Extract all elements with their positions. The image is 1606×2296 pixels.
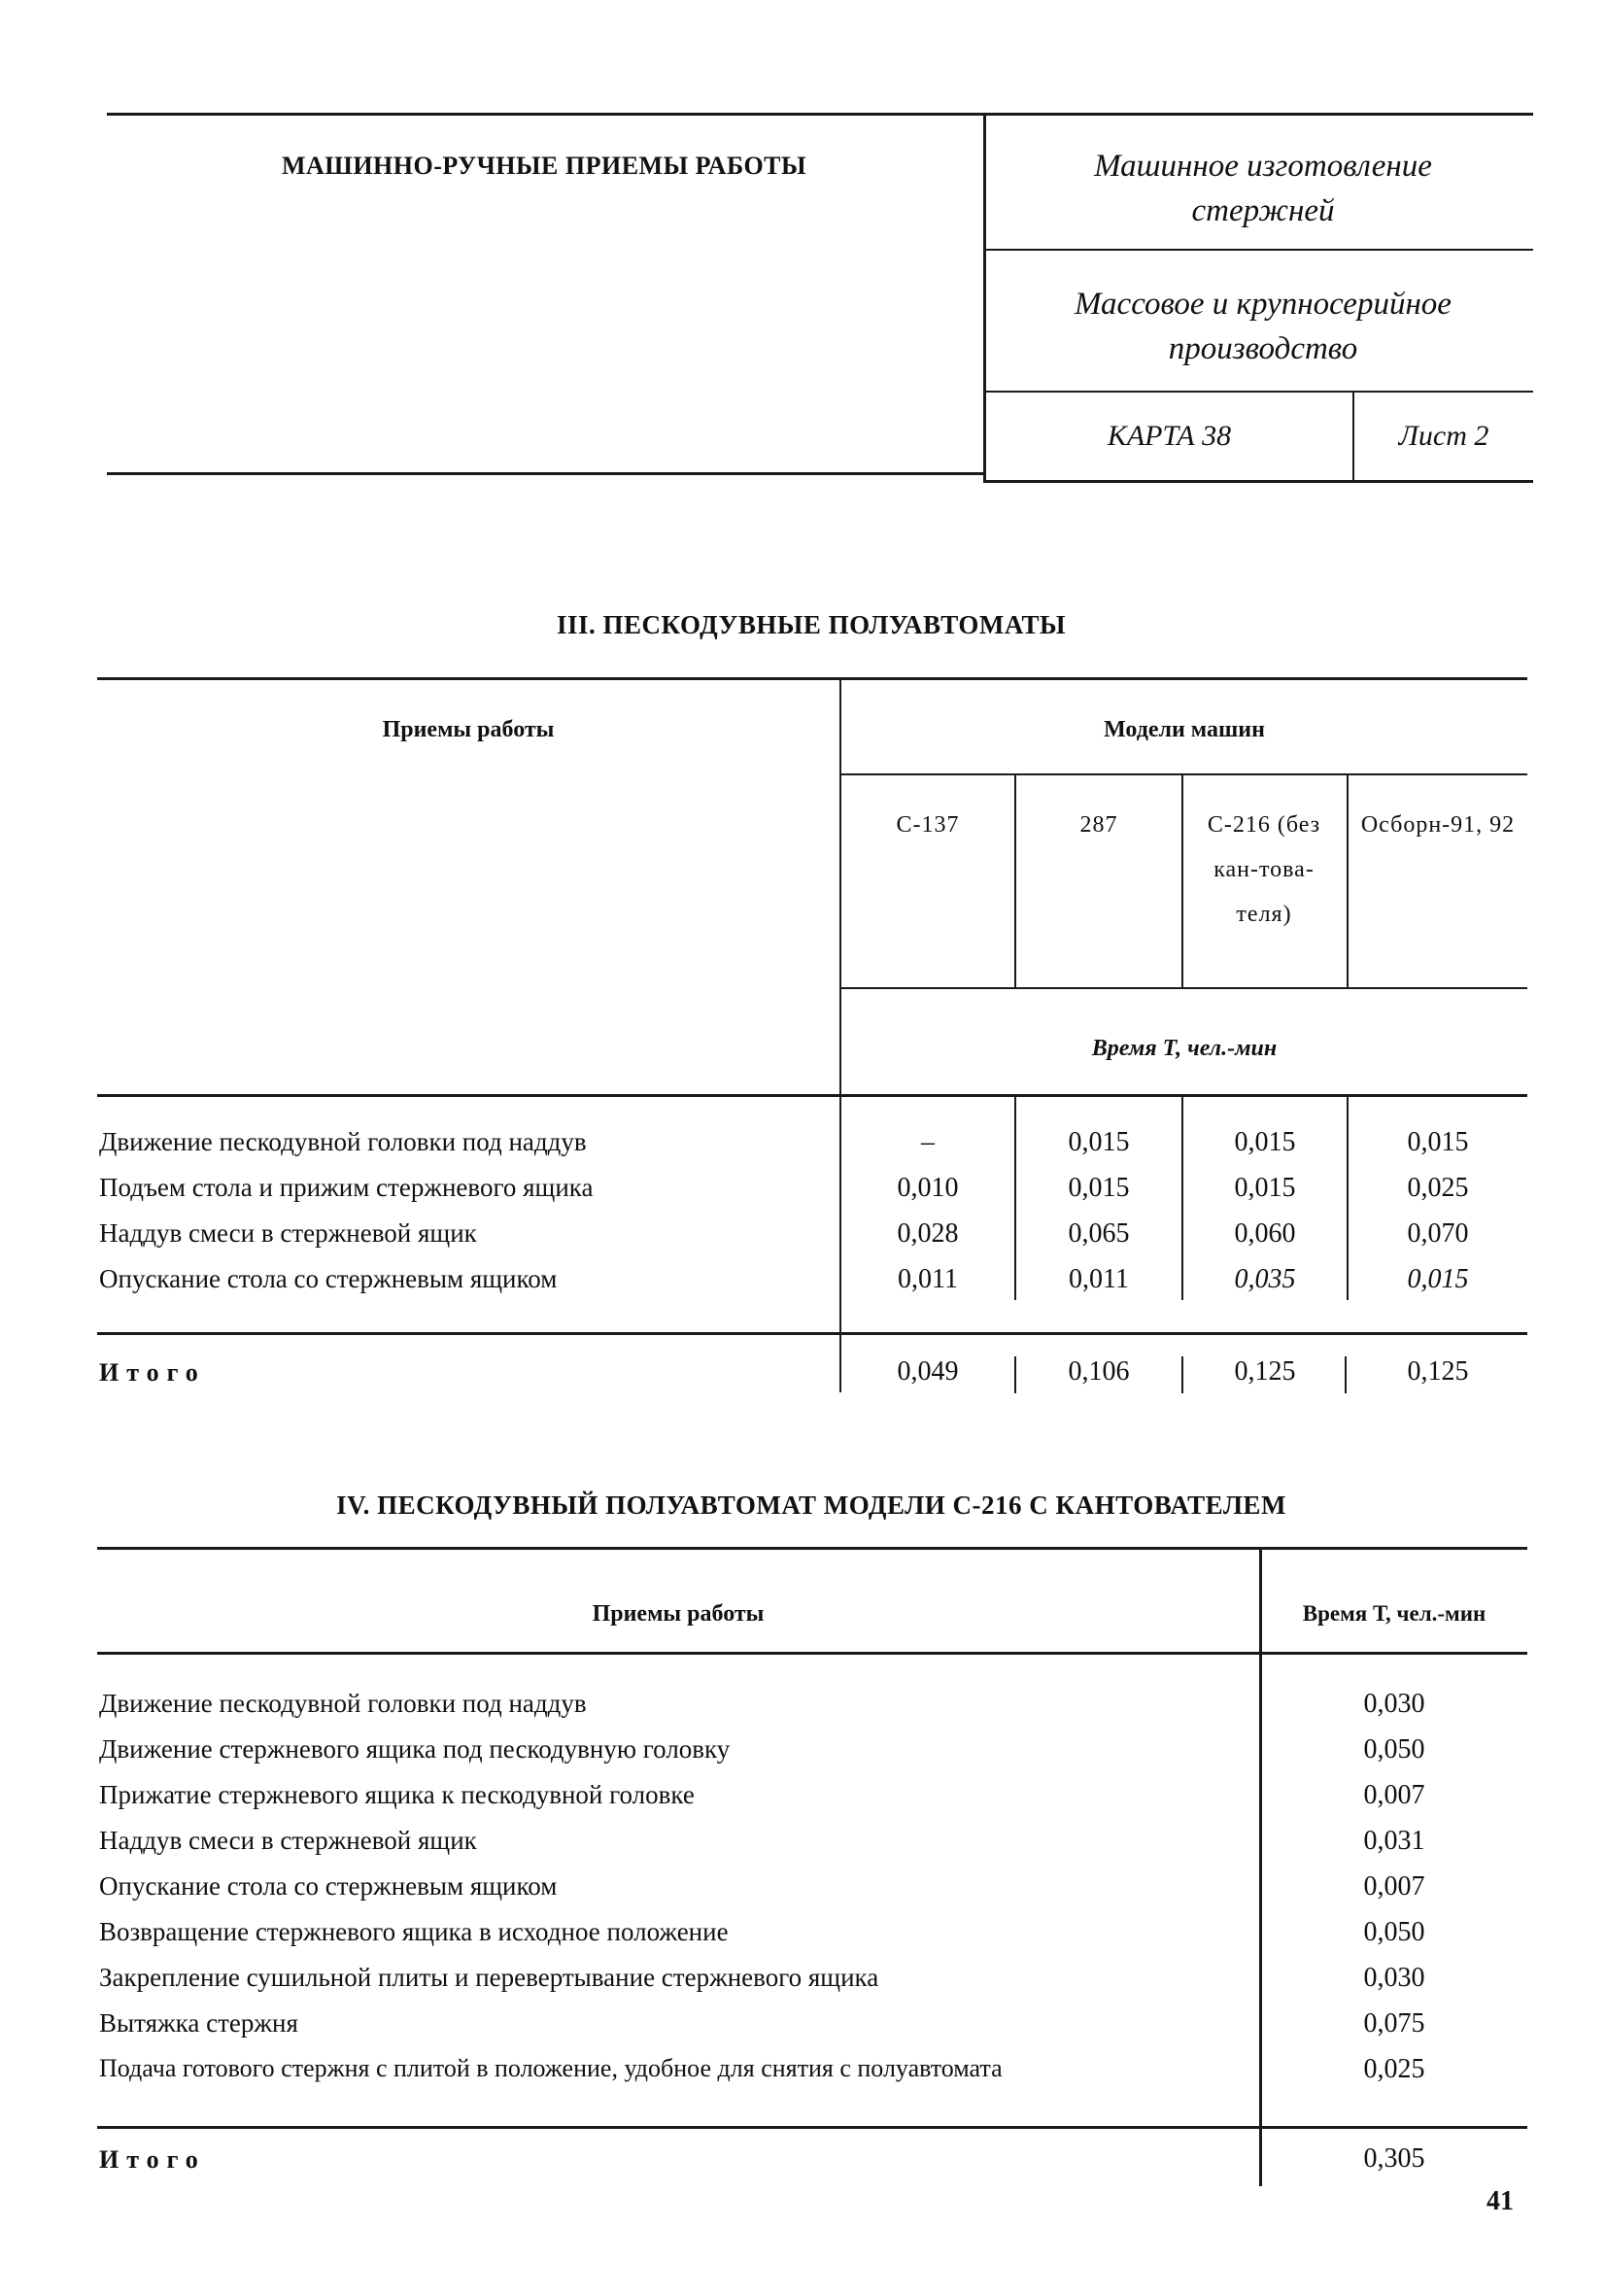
s4-row-4-label: Наддув смеси в стержневой ящик <box>99 1826 477 1855</box>
s4-row-8-value: 0,075 <box>1363 2008 1425 2039</box>
header-bottom-rule-right <box>983 480 1533 483</box>
s4-row-3-value: 0,007 <box>1363 1780 1425 1810</box>
s4-row-8-label: Вытяжка стержня <box>99 2008 298 2038</box>
header-right-line2: Массовое и крупносерийное производство <box>1075 287 1452 366</box>
s4-row-3-label: Прижатие стержневого ящика к пескодувной головке <box>99 1780 695 1809</box>
header-card: КАРТА 38 <box>1107 420 1232 452</box>
s3-row-4-v3: 0,035 <box>1234 1264 1296 1294</box>
s3-row-1-v1: – <box>921 1127 935 1157</box>
s3-col-models-header: Модели машин <box>1104 717 1265 742</box>
s4-row-6-label: Возвращение стержневого ящика в исходное положение <box>99 1917 729 1946</box>
s4-total-value: 0,305 <box>1363 2143 1425 2174</box>
s3-row-4-label: Опускание стола со стержневым ящиком <box>99 1264 558 1293</box>
s3-row-3-label: Наддув смеси в стержневой ящик <box>99 1218 477 1248</box>
s4-row-2-value: 0,050 <box>1363 1734 1425 1765</box>
s4-total-label: Итого <box>99 2145 206 2174</box>
s4-row-1-label: Движение пескодувной головки под наддув <box>99 1689 587 1718</box>
s3-model-2: 287 <box>1079 812 1118 838</box>
s4-row-5-label: Опускание стола со стержневым ящиком <box>99 1871 558 1901</box>
s3-col-ops-header: Приемы работы <box>382 717 555 742</box>
s4-row-9-value: 0,025 <box>1363 2054 1425 2084</box>
s4-top-rule <box>97 1547 1527 1550</box>
s3-row-1-v3: 0,015 <box>1234 1127 1296 1157</box>
header-right-line1: Машинное изготовление стержней <box>1094 149 1432 228</box>
s4-row-1-value: 0,030 <box>1363 1689 1425 1719</box>
s3-models-rule <box>839 773 1527 775</box>
s3-row-2-v2: 0,015 <box>1068 1173 1130 1203</box>
s4-row-4-value: 0,031 <box>1363 1826 1425 1856</box>
s4-row-5-value: 0,007 <box>1363 1871 1425 1902</box>
header-top-rule <box>107 113 1533 116</box>
s3-row-3-v1: 0,028 <box>897 1218 959 1249</box>
s3-row-3-v2: 0,065 <box>1068 1218 1130 1249</box>
s3-row-3-v3: 0,060 <box>1234 1218 1296 1249</box>
s4-row-7-label: Закрепление сушильной плиты и перевертывание стержневого ящика <box>99 1963 879 1992</box>
s4-row-6-value: 0,050 <box>1363 1917 1425 1947</box>
page-number: 41 <box>1486 2186 1514 2216</box>
s4-row-7-value: 0,030 <box>1363 1963 1425 1993</box>
s3-total-rule <box>97 1332 1527 1335</box>
s3-top-rule <box>97 677 1527 680</box>
s3-row-4-v2: 0,011 <box>1069 1264 1129 1294</box>
s3-row-4-v4: 0,015 <box>1407 1264 1469 1294</box>
s3-model-4: Осборн-91, 92 <box>1360 812 1516 838</box>
s3-row-2-v3: 0,015 <box>1234 1173 1296 1203</box>
s3-row-2-label: Подъем стола и прижим стержневого ящика <box>99 1173 594 1202</box>
s4-header-bottom-rule <box>97 1652 1527 1655</box>
s4-divider <box>1259 1547 1262 2186</box>
s3-row-1-label: Движение пескодувной головки под наддув <box>99 1127 587 1156</box>
s3-row-3-v4: 0,070 <box>1407 1218 1469 1249</box>
header-bottom-rule-left <box>107 472 985 475</box>
s3-row-2-v4: 0,025 <box>1407 1173 1469 1203</box>
s3-total-v4: 0,125 <box>1407 1356 1469 1387</box>
s4-total-rule <box>97 2126 1527 2129</box>
s4-row-9-label: Подача готового стержня с плитой в положение, удобное для снятия с полуавтомата <box>99 2054 1003 2082</box>
s3-total-v2: 0,106 <box>1068 1356 1130 1387</box>
s3-time-rule <box>839 987 1527 989</box>
s3-header-bottom-rule <box>97 1094 1527 1097</box>
s3-time-header: Время Т, чел.-мин <box>1091 1036 1278 1061</box>
s3-row-2-v1: 0,010 <box>897 1173 959 1203</box>
section4-title: IV. ПЕСКОДУВНЫЙ ПОЛУАВТОМАТ МОДЕЛИ С-216 С КАНТОВАТЕЛЕМ <box>336 1491 1286 1520</box>
s3-row-4-v1: 0,011 <box>898 1264 958 1294</box>
s3-model-1: С-137 <box>896 812 960 838</box>
s3-model-3: С-216 (без кан-това-теля) <box>1207 812 1321 927</box>
s3-row-1-v2: 0,015 <box>1068 1127 1130 1157</box>
s4-col-time-header: Время Т, чел.-мин <box>1302 1601 1486 1626</box>
header-sheet: Лист 2 <box>1398 420 1489 452</box>
s4-col-ops-header: Приемы работы <box>592 1601 765 1627</box>
s3-total-v3: 0,125 <box>1234 1356 1296 1387</box>
section3-title: III. ПЕСКОДУВНЫЕ ПОЛУАВТОМАТЫ <box>557 610 1066 639</box>
s3-total-v1: 0,049 <box>897 1356 959 1387</box>
s3-col-divider-2a <box>1181 773 1183 989</box>
s4-row-2-label: Движение стержневого ящика под пескодувную головку <box>99 1734 731 1764</box>
header-rule-2 <box>983 391 1533 393</box>
header-left-title: МАШИННО-РУЧНЫЕ ПРИЕМЫ РАБОТЫ <box>281 152 807 180</box>
s3-total-label: Итого <box>99 1358 206 1387</box>
header-rule-1 <box>983 249 1533 251</box>
s3-row-1-v4: 0,015 <box>1407 1127 1469 1157</box>
